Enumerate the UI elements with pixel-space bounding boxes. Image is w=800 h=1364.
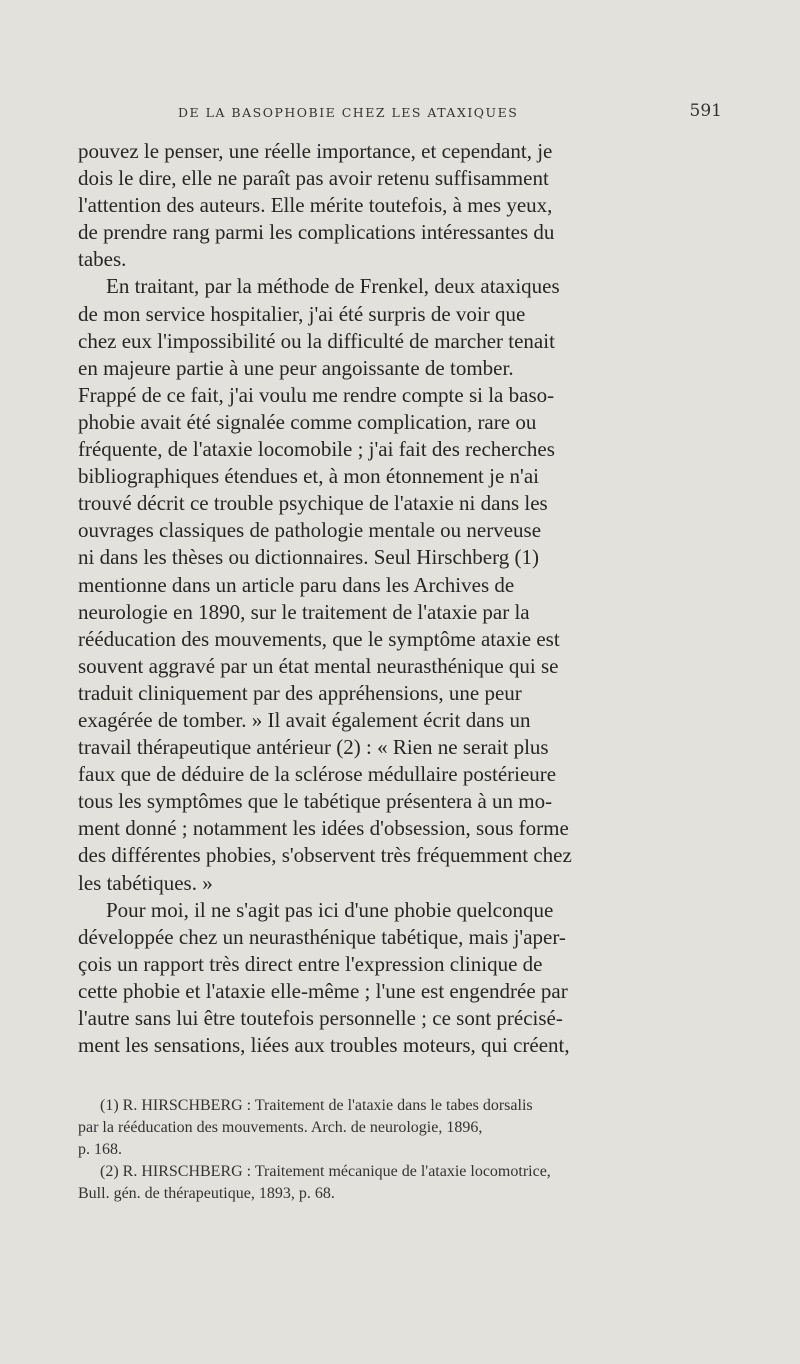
text-line: travail thérapeutique antérieur (2) : « Rien ne serait plus (78, 735, 549, 760)
text-line: bibliographiques étendues et, à mon étonnement je n'ai (78, 464, 539, 489)
text-line: de prendre rang parmi les complications intéressantes du (78, 220, 555, 245)
text-line: phobie avait été signalée comme complication, rare ou (78, 409, 537, 434)
text-line: mentionne dans un article paru dans les Archives de (78, 572, 515, 597)
text-line: l'autre sans lui être toutefois personnelle ; ce sont précisé- (78, 1006, 563, 1030)
text-line: En traitant, par la méthode de Frenkel, deux ataxiques (106, 274, 560, 299)
paragraph-3 (78, 897, 720, 1060)
paragraph-2 (78, 273, 720, 896)
text-line: en majeure partie à une peur angoissante de tomber. (78, 355, 514, 380)
text-line: les tabétiques. » (78, 870, 213, 895)
text-line: développée chez un neurasthénique tabétique, mais j'aper- (78, 924, 566, 949)
text-line: ment les sensations, liées aux troubles moteurs, qui créent, (78, 1033, 570, 1058)
text-line: trouvé décrit ce trouble psychique de l'ataxie ni dans les (78, 491, 548, 516)
footnote-line: (1) R. HIRSCHBERG : Traitement de l'ataxie dans le tabes dorsalis (100, 1097, 533, 1114)
running-head-title: DE LA BASOPHOBIE CHEZ LES ATAXIQUES (178, 105, 519, 120)
footnote-line: Bull. gén. de thérapeutique, 1893, p. 68. (78, 1185, 335, 1202)
text-line: neurologie en 1890, sur le traitement de l'ataxie par la (78, 599, 530, 624)
text-line: tabes. (78, 247, 127, 272)
footnotes (78, 1095, 720, 1205)
text-line: pouvez le penser, une réelle importance, et cependant, je (78, 139, 553, 163)
text-line: de mon service hospitalier, j'ai été surpris de voir que (78, 301, 526, 326)
page-number: 591 (689, 101, 722, 121)
text-line: Pour moi, il ne s'agit pas ici d'une phobie quelconque (106, 897, 554, 922)
text-line: l'attention des auteurs. Elle mérite toutefois, à mes yeux, (78, 193, 553, 218)
footnote-line: par la rééducation des mouvements. Arch. de neurologie, 1896, (78, 1119, 483, 1136)
text-line: ouvrages classiques de pathologie mentale ou nerveuse (78, 518, 542, 543)
text-line: souvent aggravé par un état mental neurasthénique qui se (78, 653, 559, 678)
text-line: Frappé de ce fait, j'ai voulu me rendre compte si la baso- (78, 382, 555, 407)
text-line: traduit cliniquement par des appréhensions, une peur (78, 680, 522, 705)
body-text (78, 138, 720, 1059)
text-line: ni dans les thèses ou dictionnaires. Seul Hirschberg (1) (78, 545, 539, 570)
text-line: rééducation des mouvements, que le symptôme ataxie est (78, 626, 560, 651)
text-line: des différentes phobies, s'observent très fréquemment chez (78, 843, 572, 868)
text-line: chez eux l'impossibilité ou la difficulté de marcher tenait (78, 328, 555, 353)
text-line: fréquente, de l'ataxie locomobile ; j'ai fait des recherches (78, 437, 555, 462)
footnote-1 (78, 1095, 720, 1161)
footnote-line: (2) R. HIRSCHBERG : Traitement mécanique de l'ataxie locomotrice, (100, 1163, 551, 1180)
text-line: çois un rapport très direct entre l'expression clinique de (78, 951, 543, 976)
running-head (78, 101, 722, 123)
text-line: ment donné ; notamment les idées d'obsession, sous forme (78, 816, 569, 841)
paragraph-1 (78, 138, 720, 273)
text-line: exagérée de tomber. » Il avait également écrit dans un (78, 707, 531, 732)
text-line: dois le dire, elle ne paraît pas avoir retenu suffisamment (78, 166, 549, 191)
text-line: cette phobie et l'ataxie elle-même ; l'une est engendrée par (78, 978, 568, 1003)
footnote-2 (78, 1161, 720, 1205)
footnote-line: p. 168. (78, 1141, 122, 1158)
text-line: tous les symptômes que le tabétique présentera à un mo- (78, 789, 553, 814)
text-line: faux que de déduire de la sclérose médullaire postérieure (78, 762, 557, 787)
